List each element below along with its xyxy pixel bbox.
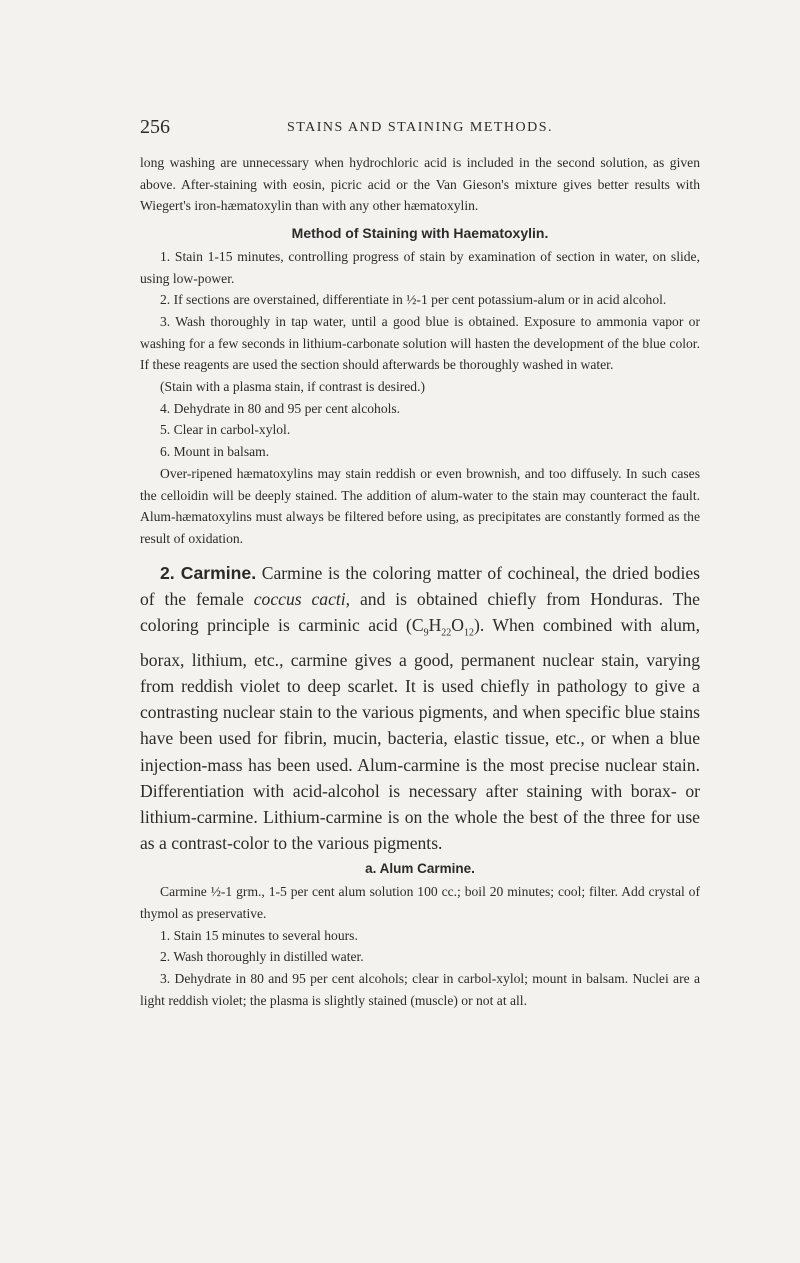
alum-carmine-recipe: Carmine ½-1 grm., 1-5 per cent alum solution 100 cc.; boil 20 minutes; cool; filter. Add crystal of thymol as preservative.: [140, 884, 700, 921]
haematoxylin-step: 4. Dehydrate in 80 and 95 per cent alcohols.: [160, 400, 401, 416]
haematoxylin-step: (Stain with a plasma stain, if contrast is desired.): [160, 379, 426, 395]
alum-carmine-step: 1. Stain 15 minutes to several hours.: [160, 927, 358, 943]
running-head: STAINS AND STAINING METHODS.: [286, 120, 554, 135]
page-number: 256: [140, 116, 170, 138]
alum-carmine-heading: a. Alum Carmine.: [365, 861, 475, 877]
carmine-species: coccus cacti,: [253, 588, 351, 609]
carmine-lead: 2. Carmine.: [160, 562, 257, 583]
carmine-text: H: [428, 615, 442, 636]
alum-carmine-section: [140, 858, 700, 1011]
haematoxylin-note: Over-ripened hæmatoxylins may stain reddish or even brownish, and too diffusely. In such cases the celloidin will be deeply stained. The addition of alum-water to the stain may counteract the fault. Alum-hæmatoxylins must always be filtered before using, as precipitates are constantly formed as the result of oxidation.: [140, 465, 700, 546]
formula-subscript: 9: [423, 627, 429, 639]
haematoxylin-heading: Method of Staining with Haematoxylin.: [291, 225, 549, 242]
carmine-text: and is obtained chiefly from Honduras. The coloring principle is carminic acid (C: [140, 588, 700, 636]
haematoxylin-section: [140, 152, 700, 550]
haematoxylin-step: 1. Stain 1-15 minutes, controlling progress of stain by examination of section in water, on slide, using low-power.: [140, 248, 700, 286]
carmine-text: Carmine is the coloring matter of cochineal, the dried bodies of the female: [140, 562, 700, 609]
formula-subscript: 12: [464, 627, 475, 639]
carmine-paragraph: [140, 560, 700, 857]
alum-carmine-step: 2. Wash thoroughly in distilled water.: [160, 949, 364, 965]
intro-paragraph: long washing are unnecessary when hydrochloric acid is included in the second solution, as given above. After-staining with eosin, picric acid or the Van Gieson's mixture gives better results with Wiegert's iron-hæmatoxylin than with any other hæmatoxylin.: [140, 155, 700, 214]
carmine-text: O: [451, 615, 465, 636]
formula-subscript: 22: [441, 627, 452, 639]
haematoxylin-step: 3. Wash thoroughly in tap water, until a good blue is obtained. Exposure to ammonia vapor or washing for a few seconds in lithium-carbonate solution will hasten the development of the blue color. If these reagents are used the section should afterwards be thoroughly washed in water.: [140, 313, 700, 373]
haematoxylin-step: 6. Mount in balsam.: [160, 444, 270, 460]
haematoxylin-step: 2. If sections are overstained, differentiate in ½-1 per cent potassium-alum or in acid alcohol.: [160, 292, 667, 308]
haematoxylin-step: 5. Clear in carbol-xylol.: [160, 422, 291, 438]
page-header: [140, 116, 700, 136]
alum-carmine-step: 3. Dehydrate in 80 and 95 per cent alcohols; clear in carbol-xylol; mount in balsam. Nuclei are a light reddish violet; the plasma is slightly stained (muscle) or not at all.: [140, 970, 700, 1008]
carmine-text: ). When combined with alum, borax, lithium, etc., carmine gives a good, permanent nuclear stain, varying from reddish violet to deep scarlet. It is used chiefly in pathology to give a contrasting nuclear stain to the various pigments, and when specific blue stains have been used for fibrin, mucin, bacteria, elastic tissue, etc., or when a blue injection-mass has been used. Alum-carmine is the most precise nuclear stain. Differentiation with acid-alcohol is necessary after staining with borax- or lithium-carmine. Lithium-carmine is on the whole the best of the three for use as a contrast-color to the various pigments.: [140, 615, 700, 854]
page-body: [140, 152, 700, 1011]
carmine-section: [140, 560, 700, 857]
